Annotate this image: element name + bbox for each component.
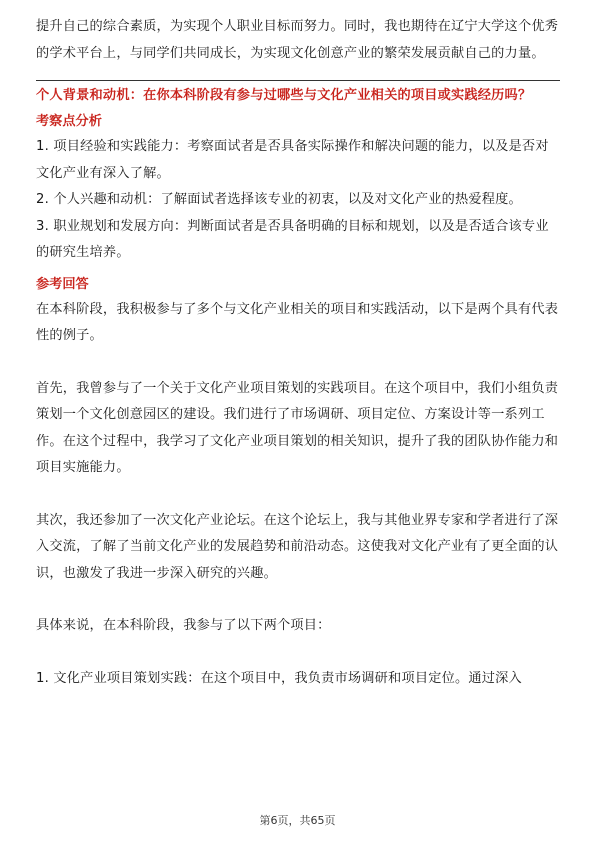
- analysis-title: 考察点分析: [36, 114, 102, 129]
- analysis-item: 1. 项目经验和实践能力：考察面试者是否具备实际操作和解决问题的能力，以及是否对文化产业有深入了解。: [36, 139, 549, 181]
- page-number-footer: 第6页，共65页: [259, 814, 336, 827]
- intro-paragraph: 提升自己的综合素质，为实现个人职业目标而努力。同时，我也期待在辽宁大学这个优秀的学术平台上，与同学们共同成长，为实现文化创意产业的繁荣发展贡献自己的力量。: [36, 19, 559, 61]
- spacer: [36, 640, 560, 666]
- answer-title: 参考回答: [36, 276, 89, 292]
- answer-paragraph: 1. 文化产业项目策划实践：在这个项目中，我负责市场调研和项目定位。通过深入: [36, 670, 522, 686]
- analysis-item: 3. 职业规划和发展方向：判断面试者是否具备明确的目标和规划，以及是否适合该专业的研究生培养。: [36, 218, 549, 260]
- spacer: [36, 482, 560, 508]
- document-page: [36, 14, 560, 692]
- answer-paragraph: 其次，我还参加了一次文化产业论坛。在这个论坛上，我与其他业界专家和学者进行了深入交流，了解了当前文化产业的发展趋势和前沿动态。这使我对文化产业有了更全面的认识，也激发了我进一步深入研究的兴趣。: [36, 512, 559, 581]
- spacer: [36, 350, 560, 376]
- spacer: [36, 267, 560, 275]
- answer-paragraph: 首先，我曾参与了一个关于文化产业项目策划的实践项目。在这个项目中，我们小组负责策划一个文化创意园区的建设。我们进行了市场调研、项目定位、方案设计等一系列工作。在这个过程中，我学习了文化产业项目策划的相关知识，提升了我的团队协作能力和项目实施能力。: [36, 380, 559, 475]
- analysis-item: 2. 个人兴趣和动机：了解面试者选择该专业的初衷，以及对文化产业的热爱程度。: [36, 192, 522, 207]
- spacer: [36, 587, 560, 613]
- section-divider: [36, 80, 560, 81]
- answer-paragraph: 在本科阶段，我积极参与了多个与文化产业相关的项目和实践活动，以下是两个具有代表性的例子。: [36, 301, 559, 343]
- question-heading: 个人背景和动机：在你本科阶段有参与过哪些与文化产业相关的项目或实践经历吗？: [36, 88, 532, 103]
- answer-paragraph: 具体来说，在本科阶段，我参与了以下两个项目：: [36, 618, 331, 633]
